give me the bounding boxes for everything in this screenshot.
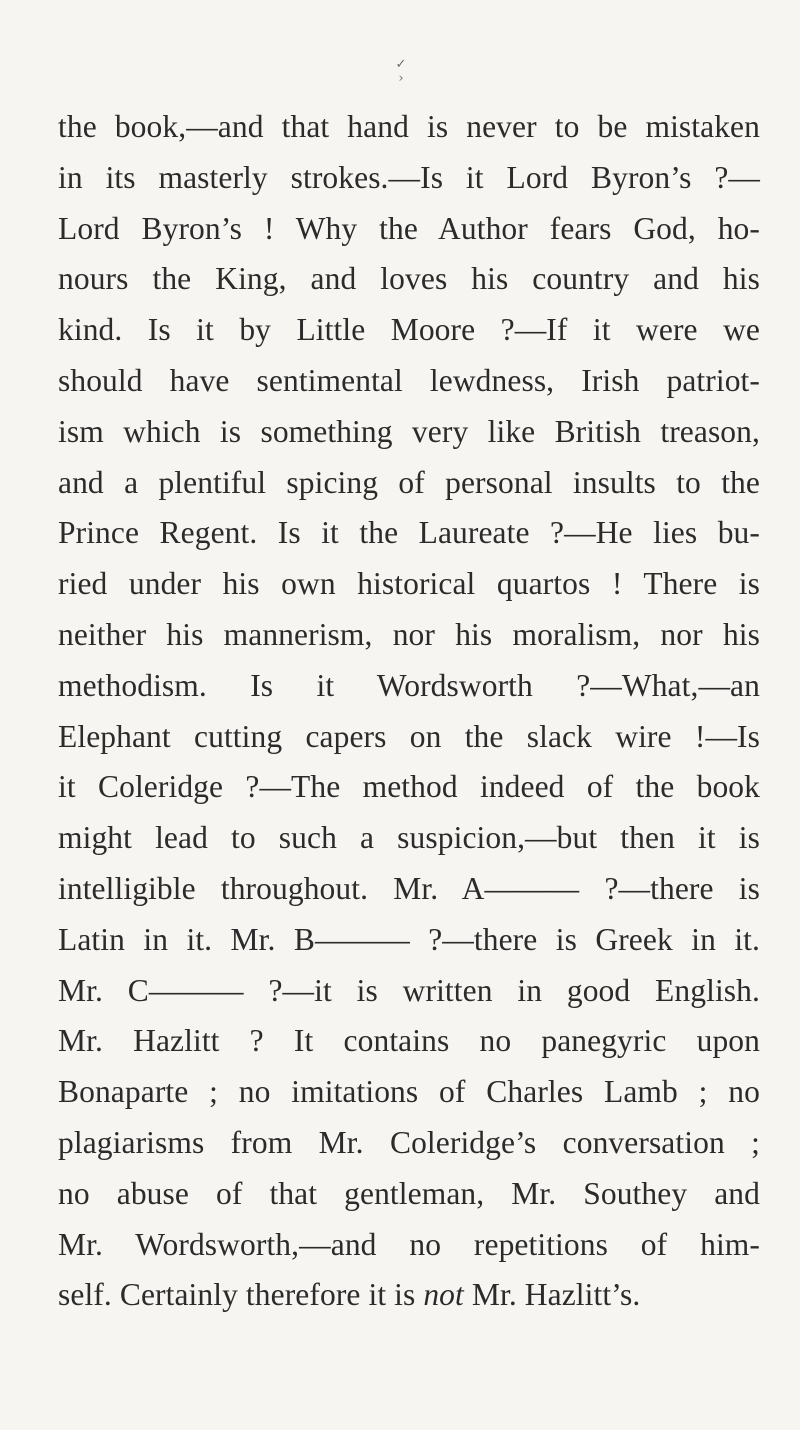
text-line-12: methodism. Is it Wordsworth ?—What,—an [58, 667, 760, 703]
last-line-start: self. Certainly therefore it is [58, 1277, 424, 1313]
text-line-22: no abuse of that gentleman, Mr. Southey and [58, 1175, 760, 1211]
text-line-20: Bonaparte ; no imitations of Charles Lamb ; no [58, 1074, 760, 1110]
text-line-23: Mr. Wordsworth,—and no repetitions of him- [58, 1226, 760, 1262]
text-line-1: the book,—and that hand is never to be mistaken [58, 109, 760, 144]
body-text [58, 102, 760, 1321]
text-line-13: Elephant cutting capers on the slack wire !—Is [58, 718, 760, 754]
last-line-end: Mr. Hazlitt’s. [463, 1277, 641, 1313]
text-line-11: neither his mannerism, nor his moralism, nor his [58, 616, 760, 652]
emphasis-not: not [423, 1277, 464, 1313]
text-line-10: ried under his own historical quartos ! There is [58, 566, 760, 602]
text-line-5: kind. Is it by Little Moore ?—If it were we [58, 312, 760, 348]
text-line-3: Lord Byron’s ! Why the Author fears God, ho- [58, 210, 760, 246]
text-line-4: nours the King, and loves his country and his [58, 261, 760, 297]
text-line-17: Latin in it. Mr. B——— ?—there is Greek in it. [58, 921, 760, 957]
text-line-16: intelligible throughout. Mr. A——— ?—there is [58, 870, 760, 906]
printer-mark: ✓ › [395, 57, 407, 86]
text-line-18: Mr. C——— ?—it is written in good English. [58, 972, 760, 1008]
text-line-14: it Coleridge ?—The method indeed of the book [58, 769, 760, 805]
text-line-7: ism which is something very like British treason, [58, 413, 760, 449]
text-line-21: plagiarisms from Mr. Coleridge’s conversation ; [58, 1124, 760, 1160]
text-line-2: in its masterly strokes.—Is it Lord Byron’s ?— [58, 159, 760, 195]
text-line-24 [58, 1270, 760, 1321]
text-line-19: Mr. Hazlitt ? It contains no panegyric upon [58, 1023, 760, 1059]
text-line-15: might lead to such a suspicion,—but then it is [58, 820, 760, 856]
text-line-9: Prince Regent. Is it the Laureate ?—He lies bu- [58, 515, 760, 551]
text-line-8: and a plentiful spicing of personal insults to the [58, 464, 760, 500]
text-line-6: should have sentimental lewdness, Irish patriot- [58, 362, 760, 398]
